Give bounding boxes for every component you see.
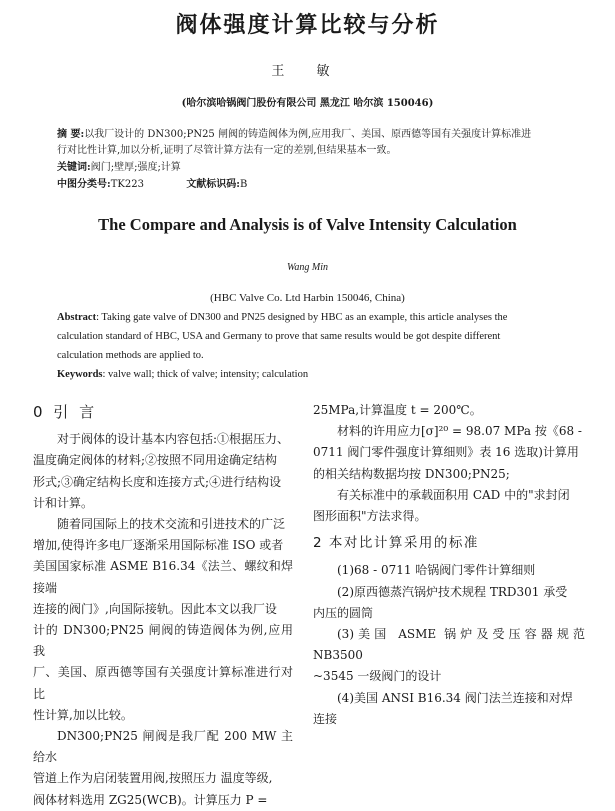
section-0-heading: 0 引 言 <box>33 403 98 421</box>
author-zh: 王 敏 <box>271 64 344 79</box>
standard-1: (1)68 - 0711 哈锅阀门零件计算细则 <box>337 563 536 578</box>
right-para-2-line-1: 材料的许用应力[σ]²⁰ = 98.07 MPa 按《68 - <box>337 424 582 439</box>
para-2-line-3: 美国国家标准 ASME B16.34《法兰、螺纹和焊接端 <box>33 559 293 595</box>
para-2-line-6: 厂、美国、原西德等国有关强度计算标准进行对比 <box>33 665 293 701</box>
standard-2-line-1: (2)原西德蒸汽锅炉技术规程 TRD301 承受 <box>337 584 568 599</box>
abstract-zh-line-1 <box>57 127 557 142</box>
para-2-line-7: 性计算,加以比较。 <box>33 707 133 722</box>
clc-value: TK223 <box>110 179 144 190</box>
para-2-line-2: 增加,使得许多电厂逐渐采用国际标准 ISO 或者 <box>33 538 284 553</box>
doc-code-value: B <box>240 179 248 190</box>
para-3-line-3: 阀体材料选用 ZG25(WCB)。计算压力 P = <box>33 792 268 807</box>
keywords-en <box>57 365 557 384</box>
abstract-zh-text-1: 以我厂设计的 DN300;PN25 闸阀的铸造阀体为例,应用我厂、美国、原西德等国有关强度计算标准进 <box>84 129 532 140</box>
paper-title-zh: 阀体强度计算比较与分析 <box>175 13 440 38</box>
abstract-en-text-2: calculation standard of HBC, USA and Germany to prove that same results would be got despite different <box>57 331 501 342</box>
section-2-heading: 2 本对比计算采用的标准 <box>313 535 479 552</box>
standard-3-line-2: ~3545 一级阀门的设计 <box>313 669 442 684</box>
right-para-2-line-3: 的相关结构数据均按 DN300;PN25; <box>313 466 510 481</box>
abstract-en-line-1 <box>57 308 557 327</box>
standard-2-line-2: 内压的圆筒 <box>313 605 374 620</box>
classification-line <box>57 177 557 192</box>
doc-code-label: 文献标识码: <box>186 179 241 190</box>
abstract-en-label: Abstract <box>57 312 97 323</box>
para-2-line-1: 随着同国际上的技术交流和引进技术的广泛 <box>57 517 286 532</box>
abstract-en-text-1: : Taking gate valve of DN300 and PN25 designed by HBC as an example, this article analyses the <box>96 312 508 323</box>
standard-3-line-1: (3)美国 ASME 锅炉及受压容器规范 NB3500 <box>313 627 585 663</box>
keywords-en-value: : valve wall; thick of valve; intensity; calculation <box>102 369 309 380</box>
para-2-line-4: 连接的阀门》,向国际接轨。因此本文以我厂设 <box>33 601 277 616</box>
para-3-line-1: DN300;PN25 闸阀是我厂配 200 MW 主给水 <box>33 729 293 765</box>
paper-title-en: The Compare and Analysis is of Valve Intensity Calculation <box>98 215 517 234</box>
para-1-line-2: 温度确定阀体的材料;②按照不同用途确定结构 <box>33 453 278 468</box>
author-en: Wang Min <box>286 262 329 273</box>
affiliation-zh: (哈尔滨哈锅阀门股份有限公司 黑龙江 哈尔滨 150046) <box>181 98 434 109</box>
left-column <box>33 402 293 811</box>
abstract-zh-text-2: 行对比性计算,加以分析,证明了尽管计算方法有一定的差别,但结果基本一致。 <box>57 145 397 156</box>
para-1-line-3: 形式;③确定结构长度和连接方式;④进行结构设 <box>33 474 282 489</box>
para-1-line-4: 计和计算。 <box>33 495 94 510</box>
affiliation-en: (HBC Valve Co. Ltd Harbin 150046, China) <box>210 292 405 304</box>
keywords-en-label: Keywords <box>57 369 103 380</box>
keywords-zh <box>57 160 557 175</box>
standard-4-line-2: 连接 <box>313 711 338 726</box>
right-column <box>313 400 585 730</box>
abstract-zh-label: 摘 要: <box>57 129 85 140</box>
para-3-line-2: 管道上作为启闭装置用阀,按照压力 温度等级, <box>33 771 273 786</box>
standard-4-line-1: (4)美国 ANSI B16.34 阀门法兰连接和对焊 <box>337 690 573 705</box>
clc-label: 中图分类号: <box>57 179 111 190</box>
keywords-zh-value: 阀门;壁厚;强度;计算 <box>90 162 181 173</box>
right-para-2-line-2: 0711 阀门零件强度计算细则》表 16 选取)计算用 <box>313 445 579 460</box>
right-para-3-line-1: 有关标准中的承载面积用 CAD 中的"求封闭 <box>337 487 570 502</box>
right-line-1: 25MPa,计算温度 t = 200℃。 <box>313 403 482 417</box>
para-1-line-1: 对于阀体的设计基本内容包括:①根据压力、 <box>57 432 290 447</box>
para-2-line-5: 计的 DN300;PN25 闸阀的铸造阀体为例,应用我 <box>33 623 293 659</box>
keywords-zh-label: 关键词: <box>57 162 91 173</box>
abstract-en-text-3: calculation methods are applied to. <box>57 350 204 361</box>
right-para-3-line-2: 图形面积"方法求得。 <box>313 509 427 524</box>
